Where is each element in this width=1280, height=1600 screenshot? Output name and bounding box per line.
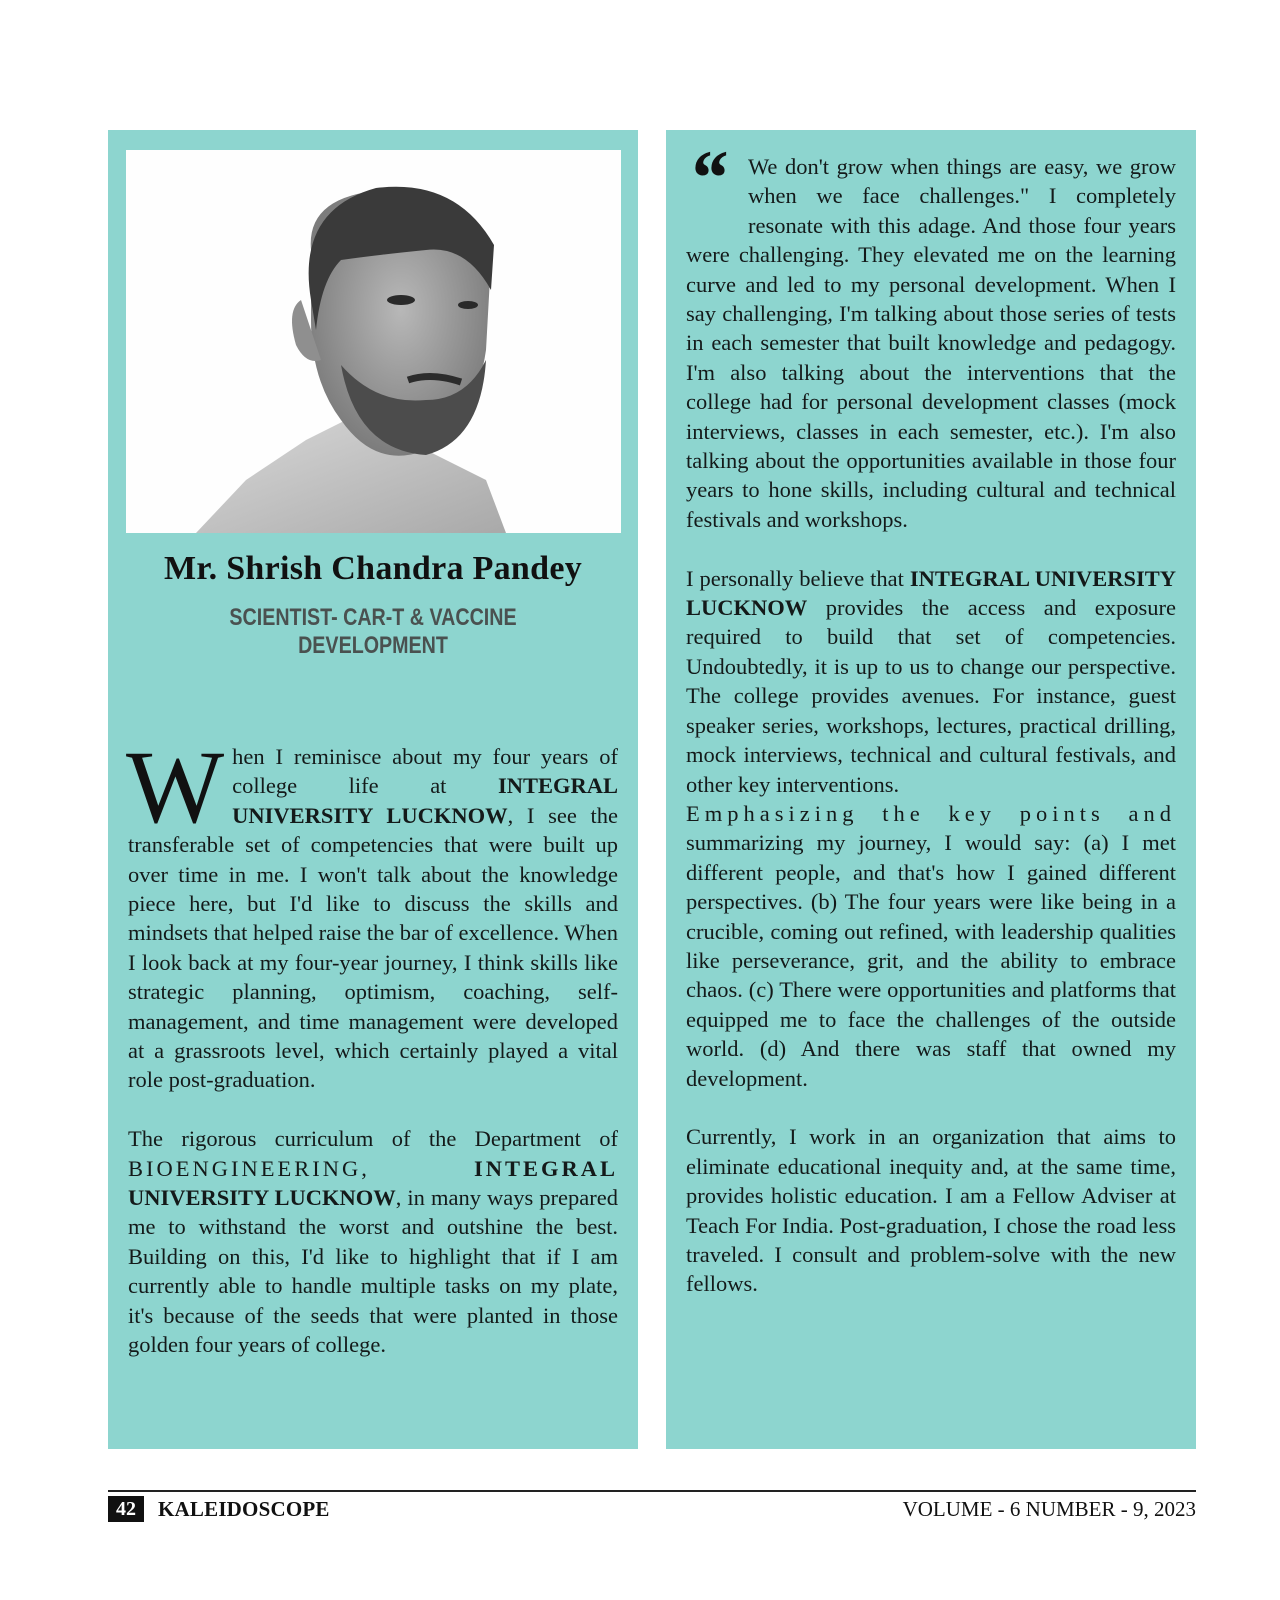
left-paragraph-2 bbox=[128, 1124, 618, 1359]
text-run: The rigorous curriculum of the Department of bbox=[128, 1126, 618, 1152]
text-run: BIOENGINEERING, bbox=[128, 1155, 474, 1181]
left-article-text bbox=[126, 730, 619, 1360]
drop-cap: W bbox=[126, 730, 225, 845]
bold-text-run: UNIVERSITY LUCKNOW bbox=[128, 1185, 396, 1211]
right-paragraph-1 bbox=[686, 134, 1176, 534]
text-run: I personally believe that bbox=[686, 565, 910, 591]
right-paragraph-3 bbox=[686, 799, 1176, 1093]
volume-issue: VOLUME - 6 NUMBER - 9, 2023 bbox=[902, 1497, 1196, 1521]
left-paragraph-1 bbox=[126, 730, 619, 1095]
right-article-panel bbox=[666, 130, 1196, 1449]
bold-text-run: INTEGRAL UNIVERSITY LUCKNOW bbox=[232, 773, 618, 828]
right-paragraph-2 bbox=[686, 564, 1176, 799]
footer-divider bbox=[108, 1490, 1196, 1492]
text-run: Emphasizing the key points and bbox=[686, 800, 1176, 826]
right-article-text bbox=[686, 134, 1176, 1299]
quote-mark-icon: “ bbox=[688, 134, 727, 221]
left-profile-panel bbox=[108, 130, 638, 1449]
portrait-illustration bbox=[126, 150, 621, 533]
text-run: Currently, I work in an organization that aims to eliminate educational inequity and, at the same time, provides holistic education. I am a Fellow Adviser at Teach For India. Post-graduation, I chose the road less traveled. I consult and problem-solve with the new fellows. bbox=[686, 1124, 1176, 1297]
profile-photo bbox=[126, 150, 621, 533]
profile-name: Mr. Shrish Chandra Pandey bbox=[163, 550, 583, 587]
text-run: summarizing my journey, I would say: (a) I met different people, and that's how I gained different perspectives. (b) The four years were like being in a crucible, coming out refined, with leadership qualities like perseverance, grit, and the ability to embrace chaos. (c) There were opportunities and platforms that equipped me to face the challenges of the outside world. (d) And there was staff that owned my development. bbox=[686, 830, 1176, 1091]
magazine-name: KALEIDOSCOPE bbox=[158, 1497, 330, 1521]
bold-text-run: INTEGRAL UNIVERSITY LUCKNOW bbox=[686, 565, 1176, 621]
text-run: We don't grow when things are easy, we grow when we face challenges." I completely resonate with this adage. And those four years were challenging. They elevated me on the learning curve and led to my personal development. When I say challenging, I'm talking about those series of tests in each semester that built knowledge and pedagogy. I'm also talking about the interventions that the college had for personal development classes (mock interviews, classes in each semester, etc.). I'm also talking about the opportunities available in those four years to hone skills, including cultural and technical festivals and workshops. bbox=[686, 154, 1176, 532]
text-run: hen I reminisce about my four years of college life at bbox=[232, 744, 618, 799]
bold-text-run: INTEGRAL bbox=[473, 1155, 618, 1181]
right-paragraph-4 bbox=[686, 1122, 1176, 1298]
page-number: 42 bbox=[108, 1496, 144, 1522]
text-run: , I see the transferable set of competencies that were built up over time in me. I won't talk about the knowledge piece here, but I'd like to discuss the skills and mindsets that helped raise the bar of excellence. When I look back at my four-year journey, I think skills like strategic planning, optimism, coaching, self-management, and time management were developed at a grassroots level, which certainly played a vital role post-graduation. bbox=[128, 802, 619, 1093]
text-run: provides the access and exposure required to build that set of competencies. Undoubtedly, it is up to us to change our perspective. The college provides avenues. For instance, guest speaker series, workshops, lectures, practical drilling, mock interviews, technical and cultural festivals, and other key interventions. bbox=[686, 595, 1176, 797]
text-run: , in many ways prepared me to withstand the worst and outshine the best. Building on this, I'd like to highlight that if I am currently able to handle multiple tasks on my plate, it's because of the seeds that were planted in those golden four years of college. bbox=[128, 1185, 618, 1358]
profile-role: SCIENTIST- CAR-T & VACCINE DEVELOPMENT bbox=[229, 604, 517, 659]
